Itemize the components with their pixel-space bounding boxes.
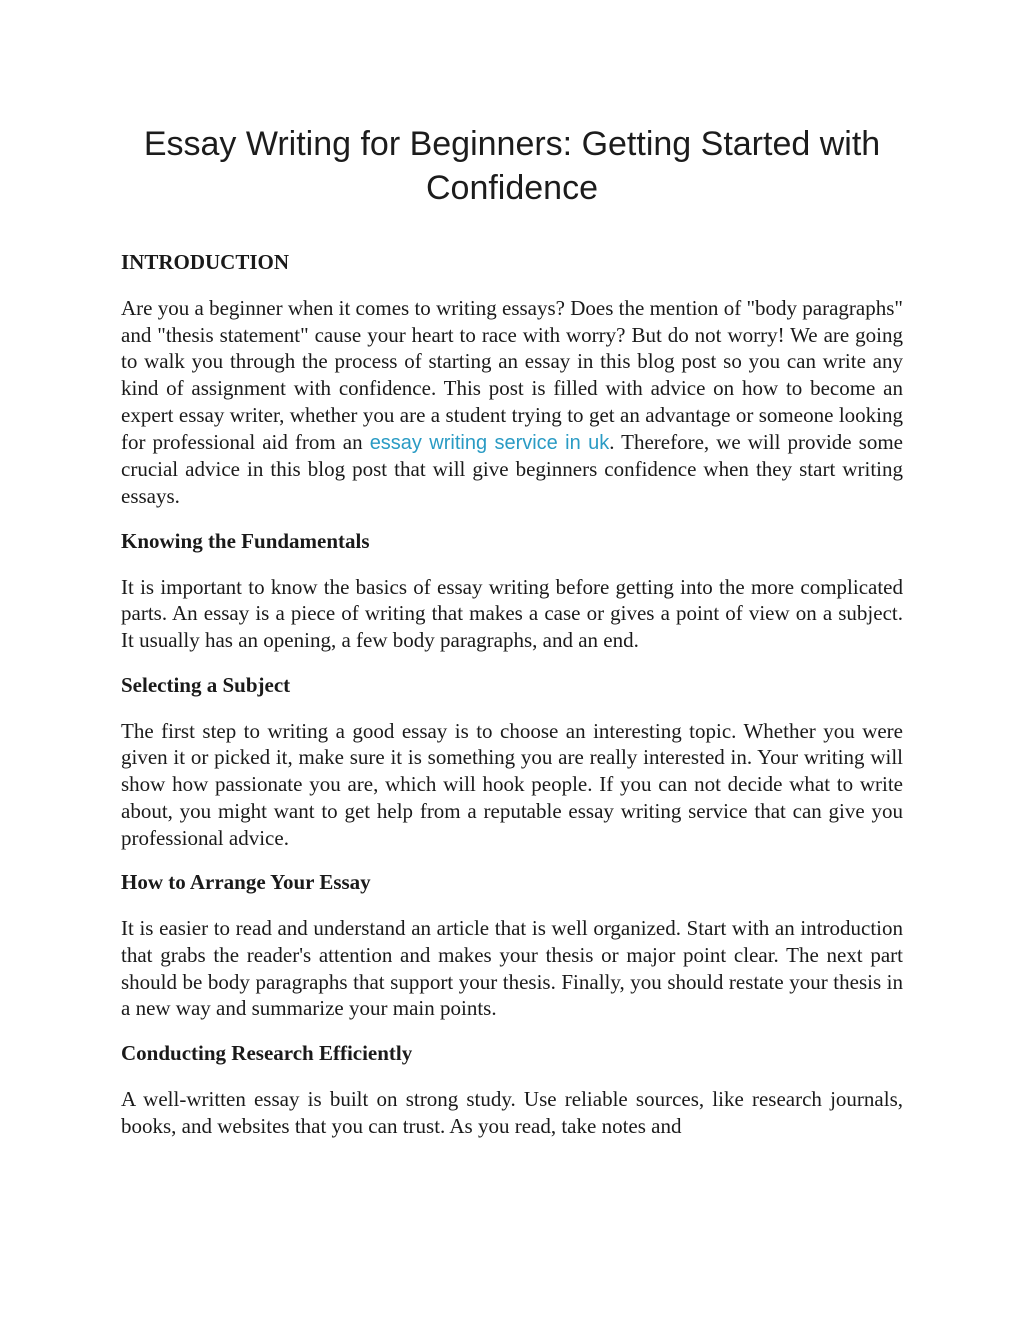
introduction-text-before-link: Are you a beginner when it comes to writing essays? Does the mention of "body paragraphs" and "thesis statement" cause your heart to race with worry? But do not worry! We are going to walk you through the process of starting an essay in this blog post so you can write any kind of assignment with confidence. This post is filled with advice on how to become an expert essay writer, whether you are a student trying to get an advantage or someone looking for professional aid from an [121, 296, 903, 454]
document-title: Essay Writing for Beginners: Getting Started with Confidence [143, 125, 881, 207]
section-paragraph-fundamentals: It is important to know the basics of essay writing before getting into the more complicated parts. An essay is a piece of writing that makes a case or gives a point of view on a subject. It usually has an opening, a few body paragraphs, and an end. [121, 574, 903, 653]
section-fundamentals [121, 528, 903, 654]
essay-service-link[interactable]: essay writing service in uk [369, 431, 610, 454]
document-page [121, 0, 903, 1139]
section-heading-fundamentals: Knowing the Fundamentals [121, 528, 370, 553]
introduction-text-after-link: . Therefore, we will provide some crucial advice in this blog post that will give beginners confidence when they start writing essays. [121, 429, 903, 508]
section-heading-subject: Selecting a Subject [121, 672, 291, 697]
section-arrange [121, 869, 903, 1022]
section-paragraph-subject: The first step to writing a good essay is to choose an interesting topic. Whether you were given it or picked it, make sure it is something you are really interested in. Your writing will show how passionate you are, which will hook people. If you can not decide what to write about, you might want to get help from a reputable essay writing service that can give you professional advice. [121, 718, 903, 850]
introduction-section [121, 249, 903, 510]
section-paragraph-research: A well-written essay is built on strong study. Use reliable sources, like research journals, books, and websites that you can trust. As you read, take notes and [121, 1087, 903, 1138]
section-subject [121, 672, 903, 852]
section-research [121, 1040, 903, 1139]
section-heading-arrange: How to Arrange Your Essay [121, 870, 371, 895]
introduction-heading: INTRODUCTION [121, 250, 290, 274]
section-paragraph-arrange: It is easier to read and understand an article that is well organized. Start with an introduction that grabs the reader's attention and makes your thesis or major point clear. The next part should be body paragraphs that support your thesis. Finally, you should restate your thesis in a new way and summarize your main points. [121, 916, 903, 1021]
section-heading-research: Conducting Research Efficiently [121, 1041, 413, 1066]
introduction-paragraph [121, 295, 903, 510]
